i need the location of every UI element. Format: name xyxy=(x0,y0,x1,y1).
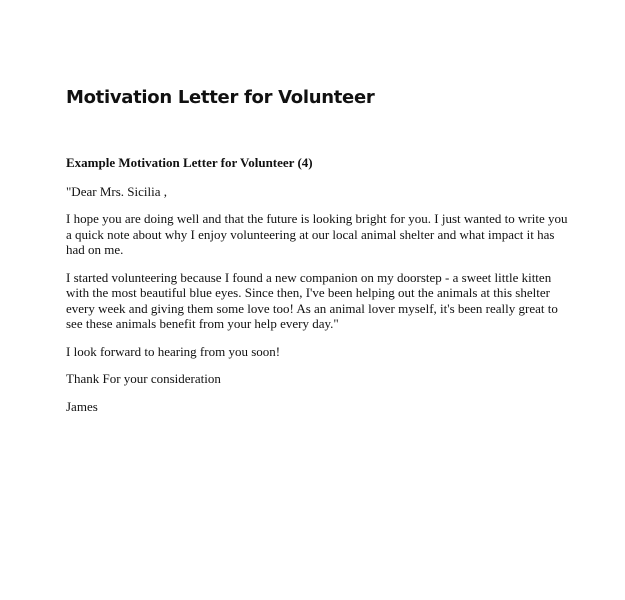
paragraph-line: see these animals benefit from your help every day." xyxy=(66,316,339,331)
letter-subtitle: Example Motivation Letter for Volunteer (4) xyxy=(66,155,313,170)
paragraph-line: I hope you are doing well and that the future is looking bright for you. I just wanted to write you xyxy=(66,211,568,226)
letter-thanks: Thank For your consideration xyxy=(66,371,221,386)
page-title: Motivation Letter for Volunteer xyxy=(66,87,375,108)
letter-body xyxy=(66,155,566,426)
paragraph-line: with the most beautiful blue eyes. Since then, I've been helping out the animals at this shelter xyxy=(66,285,550,300)
letter-paragraph-2 xyxy=(66,270,566,332)
letter-signature: James xyxy=(66,398,98,414)
letter-greeting: "Dear Mrs. Sicilia , xyxy=(66,183,167,199)
paragraph-line: every week and giving them some love too! As an animal lover myself, it's been really great to xyxy=(66,300,558,316)
paragraph-line: I started volunteering because I found a new companion on my doorstep - a sweet little kitten xyxy=(66,269,552,285)
letter-closing-line: I look forward to hearing from you soon! xyxy=(66,343,281,359)
paragraph-line: had on me. xyxy=(66,242,124,257)
paragraph-line: a quick note about why I enjoy volunteering at our local animal shelter and what impact it has xyxy=(66,226,555,242)
letter-paragraph-1 xyxy=(66,211,566,258)
